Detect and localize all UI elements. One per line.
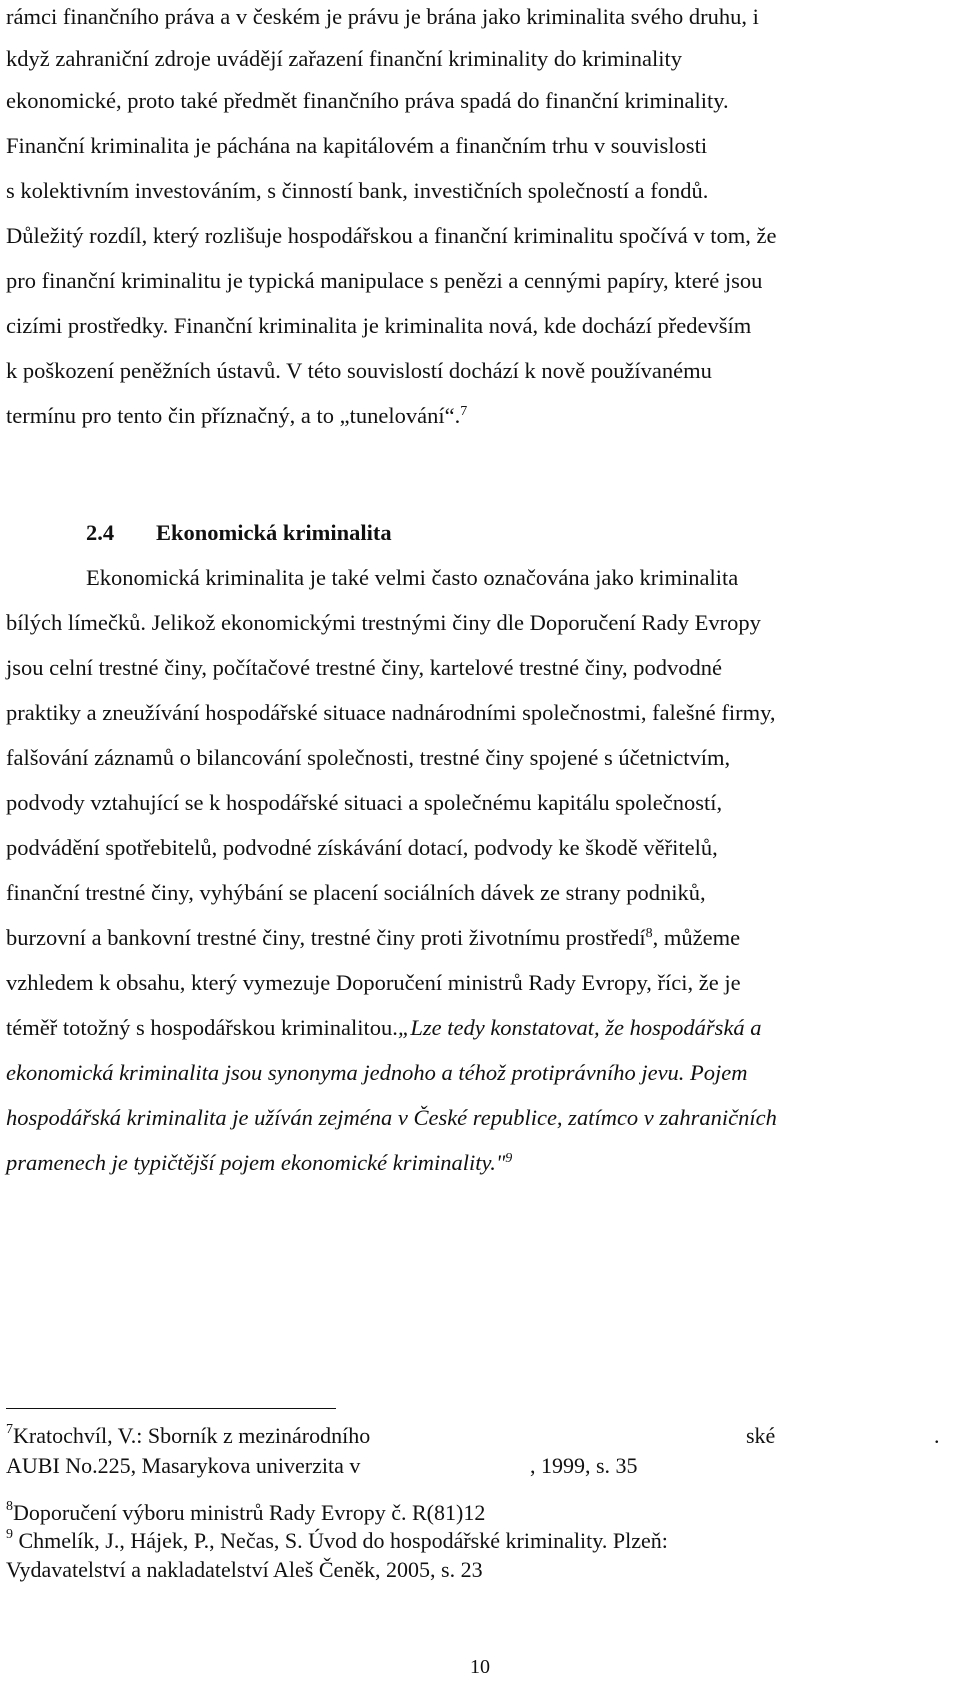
body-line: cizími prostředky. Finanční kriminalita je kriminalita nová, kde dochází především: [6, 313, 752, 338]
footnote-text: .: [934, 1423, 940, 1448]
footnote-number: 9: [6, 1527, 13, 1542]
body-text: , můžeme: [652, 925, 741, 950]
body-text: téměř totožný s hospodářskou kriminalitou.: [6, 1015, 398, 1040]
body-line: [6, 923, 740, 953]
footnote-separator: [6, 1408, 336, 1409]
footnote-number: 7: [6, 1422, 13, 1437]
footnote-9: [6, 1527, 668, 1555]
section-heading: [86, 518, 392, 548]
body-line: podvádění spotřebitelů, podvodné získávání dotací, podvody ke škodě věřitelů,: [6, 835, 718, 860]
quote-text: pramenech je typičtější pojem ekonomické kriminality.": [6, 1150, 506, 1175]
page-number: 10: [470, 1656, 490, 1678]
body-line: Ekonomická kriminalita je také velmi často označována jako kriminalita: [86, 565, 739, 590]
body-line: vzhledem k obsahu, který vymezuje Doporučení ministrů Rady Evropy, říci, že je: [6, 970, 741, 995]
body-line: Finanční kriminalita je páchána na kapitálovém a finančním trhu v souvislosti: [6, 133, 708, 158]
body-line: rámci finančního práva a v českém je právu je brána jako kriminalita svého druhu, i: [6, 4, 759, 29]
body-line: jsou celní trestné činy, počítačové trestné činy, kartelové trestné činy, podvodné: [6, 655, 723, 680]
body-line: podvody vztahující se k hospodářské situaci a společnému kapitálu společností,: [6, 790, 723, 815]
body-text: termínu pro tento čin příznačný, a to „tunelování“.: [6, 403, 461, 428]
footnote-ref: 7: [460, 404, 468, 419]
footnote-8: [6, 1499, 485, 1527]
body-line: praktiky a zneužívání hospodářské situace nadnárodními společnostmi, falešné firmy,: [6, 700, 776, 725]
body-line: [6, 1013, 762, 1043]
body-line: ekonomické, proto také předmět finančního práva spadá do finanční kriminality.: [6, 88, 729, 113]
body-line: k poškození peněžních ústavů. V této souvislostí dochází k nově používanému: [6, 358, 712, 383]
body-line: bílých límečků. Jelikož ekonomickými trestnými činy dle Doporučení Rady Evropy: [6, 610, 761, 635]
body-line: falšování záznamů o bilancování společnosti, trestné činy spojené s účetnictvím,: [6, 745, 731, 770]
section-number: 2.4: [86, 520, 115, 545]
body-line: finanční trestné činy, vyhýbání se placení sociálních dávek ze strany podniků,: [6, 880, 706, 905]
quote-line: hospodářská kriminalita je užíván zejména v České republice, zatímco v zahraničních: [6, 1105, 777, 1130]
quote-text: „Lze tedy konstatovat, že hospodářská a: [397, 1015, 762, 1040]
quote-line: ekonomická kriminalita jsou synonyma jednoho a téhož protiprávního jevu. Pojem: [6, 1060, 748, 1085]
footnote-text: Doporučení výboru ministrů Rady Evropy č. R(81)12: [13, 1500, 486, 1525]
body-text: burzovní a bankovní trestné činy, trestné činy proti životnímu prostředí: [6, 925, 646, 950]
footnote-text: , 1999, s. 35: [530, 1453, 638, 1478]
section-title: Ekonomická kriminalita: [156, 520, 392, 545]
quote-line: [6, 1148, 512, 1178]
body-line: [6, 401, 467, 431]
footnote-text: Vydavatelství a nakladatelství Aleš Čeněk, 2005, s. 23: [6, 1557, 483, 1582]
body-line: s kolektivním investováním, s činností bank, investičních společností a fondů.: [6, 178, 709, 203]
body-line: Důležitý rozdíl, který rozlišuje hospodářskou a finanční kriminalitu spočívá v tom, že: [6, 223, 777, 248]
footnote-number: 8: [6, 1499, 13, 1514]
footnote-text: Kratochvíl, V.: Sborník z mezinárodního: [13, 1423, 371, 1448]
footnote-ref: 8: [645, 926, 653, 941]
body-line: pro finanční kriminalitu je typická manipulace s penězi a cennými papíry, které jsou: [6, 268, 763, 293]
footnote-ref: 9: [505, 1151, 513, 1166]
body-line: když zahraniční zdroje uvádějí zařazení finanční kriminality do kriminality: [6, 46, 682, 71]
footnote-text: AUBI No.225, Masarykova univerzita v: [6, 1453, 361, 1478]
footnote-text: Chmelík, J., Hájek, P., Nečas, S. Úvod do hospodářské kriminality. Plzeň:: [13, 1528, 668, 1553]
footnote-text: ské: [746, 1423, 776, 1448]
footnote-7: [6, 1422, 370, 1450]
